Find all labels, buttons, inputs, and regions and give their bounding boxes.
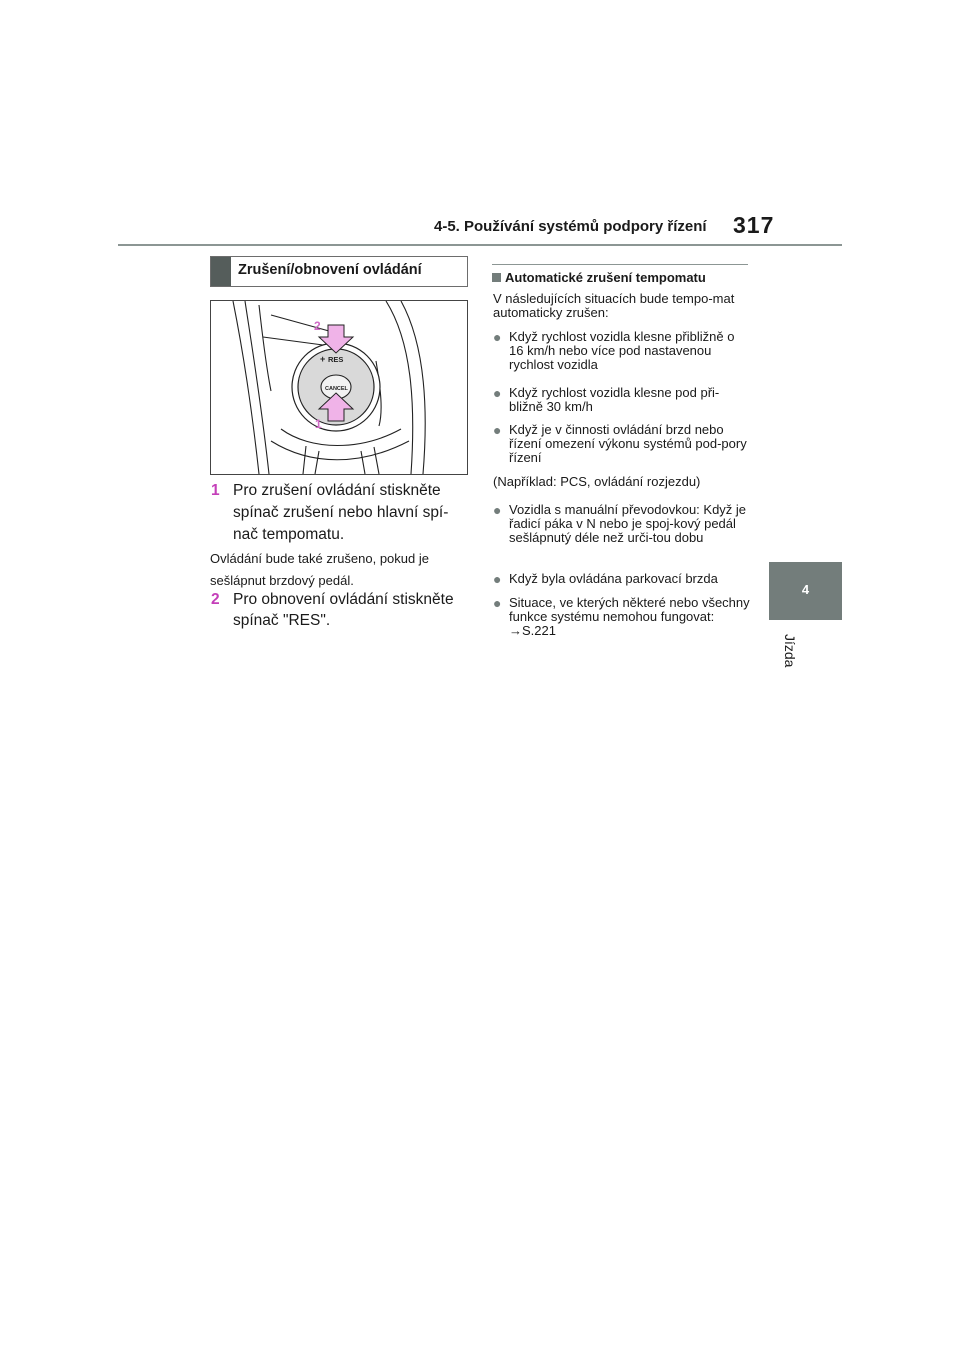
steering-switch-illustration [210, 300, 468, 475]
auto-cancel-heading [492, 270, 706, 285]
auto-cancel-heading-text: Automatické zrušení tempomatu [505, 270, 706, 285]
bullet-item [493, 503, 751, 545]
step-number: 1 [211, 482, 220, 499]
page-number: 317 [733, 212, 775, 238]
res-label: RES [328, 355, 344, 364]
bullet-dot-icon: ● [493, 385, 502, 401]
bullet-dot-icon: ● [493, 502, 502, 518]
cancel-label: CANCEL [325, 386, 348, 392]
steering-switch-drawing [211, 301, 467, 474]
bullet-text: Když byla ovládána parkovací brzda [509, 571, 718, 586]
step-2 [211, 589, 471, 631]
step-text: Pro zrušení ovládání stiskněte spínač zrušení nebo hlavní spí-nač tempomatu. [233, 482, 449, 543]
plus-glyph: + [320, 354, 326, 364]
bullet-text: Vozidla s manuální převodovkou: Když je řadicí páka v N nebo je spoj-kový pedál sešlápnutý déle než urči-tou dobu [509, 502, 747, 545]
chapter-tab[interactable] [769, 562, 842, 620]
bullet-text: Situace, ve kterých některé nebo všechny funkce systému nemohou fungovat: →S.221 [509, 595, 750, 638]
chapter-label [784, 634, 800, 684]
step-number: 2 [211, 591, 220, 608]
bullet-item [493, 386, 751, 414]
chapter-label-text: Jízda [782, 634, 798, 668]
heading-square-icon [492, 273, 501, 282]
subsection-heading-box [210, 256, 468, 287]
bullet-text: Když je v činnosti ovládání brzd nebo řízení omezení výkonu systémů pod-pory řízení [509, 422, 747, 465]
section-title: 4-5. Používání systémů podpory řízení [434, 218, 707, 235]
callout-2: 2 [314, 319, 321, 333]
callout-1: 1 [315, 417, 322, 431]
subsection-heading: Zrušení/obnovení ovládání [238, 262, 422, 278]
bullet-dot-icon: ● [493, 571, 502, 587]
example-note: (Například: PCS, ovládání rozjezdu) [493, 474, 701, 489]
right-heading-rule [492, 264, 748, 265]
bullet-text: Když rychlost vozidla klesne přibližně o 16 km/h nebo více pod nastavenou rychlost vozidla [509, 329, 735, 372]
step-1 [211, 480, 471, 546]
bullet-text: Když rychlost vozidla klesne pod při-bližně 30 km/h [509, 385, 720, 414]
bullet-item [493, 596, 751, 638]
auto-cancel-intro: V následujících situacích bude tempo-mat automaticky zrušen: [493, 291, 735, 320]
header-divider [118, 244, 842, 246]
brake-note: Ovládání bude také zrušeno, pokud je sešlápnut brzdový pedál. [210, 551, 429, 588]
chapter-number: 4 [801, 582, 810, 597]
bullet-item [493, 330, 751, 372]
bullet-dot-icon: ● [493, 422, 502, 438]
step-text: Pro obnovení ovládání stiskněte spínač "RES". [233, 591, 454, 629]
bullet-item [493, 423, 751, 465]
bullet-dot-icon: ● [493, 329, 502, 345]
bullet-dot-icon: ● [493, 595, 502, 611]
heading-tab-marker [211, 257, 231, 286]
bullet-item [493, 572, 751, 586]
